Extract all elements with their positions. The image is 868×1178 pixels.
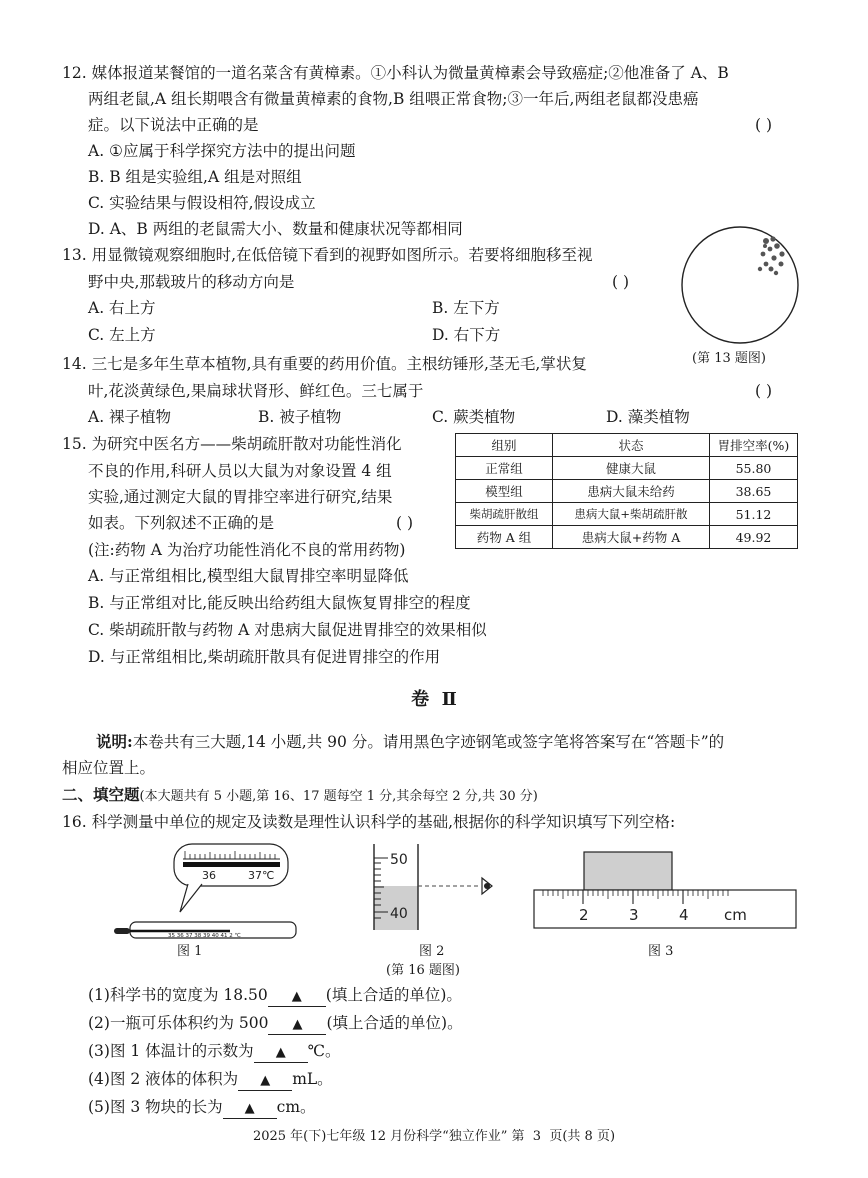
- q16-item-5-prefix: (5)图 3 物块的长为: [88, 1098, 223, 1116]
- q14-option-d: D. 藻类植物: [606, 408, 690, 426]
- table-cell: 柴胡疏肝散组: [456, 503, 553, 526]
- table-header-cell: 状态: [553, 434, 710, 457]
- q15-option-a: A. 与正常组相比,模型组大鼠胃排空率明显降低: [88, 567, 409, 585]
- fig1-thermometer: [110, 838, 300, 950]
- q16-item-2: [88, 1013, 463, 1035]
- fig3-ruler-block: [532, 848, 800, 932]
- q16-item-1: [88, 985, 462, 1007]
- q16-figure-caption: (第 16 题图): [386, 963, 460, 978]
- q13-answer-paren: ( ): [612, 273, 630, 291]
- q12-option-b: B. B 组是实验组,A 组是对照组: [88, 168, 302, 186]
- table-header-row: [456, 434, 798, 457]
- part-heading-label: 二、填空题: [62, 785, 140, 804]
- q15-option-c: C. 柴胡疏肝散与药物 A 对患病大鼠促进胃排空的效果相似: [88, 621, 487, 639]
- q16-item-3-suffix: ℃。: [307, 1042, 341, 1060]
- field-of-view-circle: [682, 227, 798, 343]
- page-footer: 2025 年(下)七年级 12 月份科学“独立作业” 第 3 页(共 8 页): [252, 1129, 616, 1144]
- q16-item-2-prefix: (2)一瓶可乐体积约为 500: [88, 1014, 269, 1032]
- q14-stem-line1: 14. 三七是多年生草本植物,具有重要的药用价值。主根纺锤形,茎无毛,掌状复: [62, 355, 587, 373]
- q15-option-b: B. 与正常组对比,能反映出给药组大鼠恢复胃排空的程度: [88, 594, 471, 612]
- table-cell: 38.65: [710, 480, 798, 503]
- section-note-label: 说明:: [96, 732, 133, 751]
- q13-option-b: B. 左下方: [432, 299, 500, 317]
- zoom-label-left: 36: [202, 869, 216, 882]
- thermometer-bulb: [114, 928, 130, 934]
- section-title: 卷 Ⅱ: [411, 689, 457, 710]
- table-cell: 患病大鼠未给药: [553, 480, 710, 503]
- q16-item-3-prefix: (3)图 1 体温计的示数为: [88, 1042, 254, 1060]
- answer-triangle-icon: ▲: [260, 1073, 271, 1088]
- q16-item-1-prefix: (1)科学书的宽度为 18.50: [88, 986, 268, 1004]
- answer-triangle-icon: ▲: [275, 1045, 286, 1060]
- answer-triangle-icon: ▲: [291, 989, 302, 1004]
- q15-stem-line1: 15. 为研究中医名方——柴胡疏肝散对功能性消化: [62, 435, 402, 453]
- ruler-unit-label: cm: [724, 906, 747, 924]
- q12-stem-line3: 症。以下说法中正确的是: [88, 116, 259, 134]
- table-row: [456, 503, 798, 526]
- q16-item-5: [88, 1097, 316, 1119]
- q12-option-a: A. ①应属于科学探究方法中的提出问题: [88, 142, 356, 160]
- q16-item-2-blank[interactable]: [268, 1014, 326, 1035]
- ruler-label-2: 2: [579, 906, 589, 924]
- q13-option-a: A. 右上方: [88, 299, 156, 317]
- eye-pupil: [484, 883, 490, 889]
- table-cell: 健康大鼠: [553, 457, 710, 480]
- table-row: [456, 480, 798, 503]
- q16-item-3: [88, 1041, 341, 1063]
- thermometer-scale-labels: 35 36 37 38 39 40 41 2 ℃: [168, 933, 241, 939]
- table-cell: 正常组: [456, 457, 553, 480]
- table-cell: 患病大鼠+药物 A: [553, 526, 710, 549]
- q15-note: (注:药物 A 为治疗功能性消化不良的常用药物): [88, 541, 406, 559]
- q16-stem: 16. 科学测量中单位的规定及读数是理性认识科学的基础,根据你的科学知识填写下列空格:: [62, 813, 676, 831]
- fig1-caption: 图 1: [177, 944, 203, 959]
- q16-item-1-blank[interactable]: [268, 986, 326, 1007]
- q16-item-4: [88, 1069, 333, 1091]
- table-cell: 51.12: [710, 503, 798, 526]
- fig2-graduated-cylinder: [362, 840, 502, 940]
- cylinder-label-bottom: 40: [390, 906, 408, 922]
- q15-answer-paren: ( ): [396, 514, 414, 532]
- answer-triangle-icon: ▲: [244, 1101, 255, 1116]
- zoom-mercury-column: [183, 862, 280, 867]
- q13-option-c: C. 左上方: [88, 326, 156, 344]
- ruler-label-3: 3: [629, 906, 639, 924]
- table-cell: 药物 A 组: [456, 526, 553, 549]
- q13-stem-line2: 野中央,那载玻片的移动方向是: [88, 273, 295, 291]
- q12-answer-paren: ( ): [755, 116, 773, 134]
- answer-triangle-icon: ▲: [292, 1017, 303, 1032]
- q14-option-a: A. 裸子植物: [88, 408, 172, 426]
- q13-figure-caption: (第 13 题图): [692, 351, 766, 366]
- q16-item-5-blank[interactable]: [223, 1098, 277, 1119]
- q13-option-d: D. 右下方: [432, 326, 501, 344]
- part-heading-detail: (本大题共有 5 小题,第 16、17 题每空 1 分,其余每空 2 分,共 30 分): [139, 789, 538, 804]
- section-note-text: 本卷共有三大题,14 小题,共 90 分。请用黑色字迹钢笔或签字笔将答案写在“答题卡”的: [132, 733, 725, 751]
- q15-stem-line4: 如表。下列叙述不正确的是: [88, 514, 275, 532]
- ruler-label-4: 4: [679, 906, 689, 924]
- q14-option-b: B. 被子植物: [258, 408, 342, 426]
- fig3-caption: 图 3: [648, 944, 674, 959]
- table-cell: 49.92: [710, 526, 798, 549]
- fig2-caption: 图 2: [419, 944, 445, 959]
- q14-answer-paren: ( ): [755, 382, 773, 400]
- section-note-line2: 相应位置上。: [62, 759, 156, 777]
- q12-option-d: D. A、B 两组的老鼠需大小、数量和健康状况等都相同: [88, 220, 463, 238]
- q16-item-3-blank[interactable]: [254, 1042, 308, 1063]
- q15-stem-line3: 实验,通过测定大鼠的胃排空率进行研究,结果: [88, 488, 393, 506]
- q12-option-c: C. 实验结果与假设相符,假设成立: [88, 194, 316, 212]
- table-cell: 55.80: [710, 457, 798, 480]
- q15-results-table: [455, 433, 798, 549]
- microscope-field-figure: [678, 224, 802, 348]
- q16-item-4-blank[interactable]: [238, 1070, 292, 1091]
- wooden-block: [584, 852, 672, 890]
- table-cell: 模型组: [456, 480, 553, 503]
- q14-option-c: C. 蕨类植物: [432, 408, 516, 426]
- table-header-cell: 组别: [456, 434, 553, 457]
- q16-item-1-suffix: (填上合适的单位)。: [325, 986, 462, 1004]
- part-heading: [62, 785, 538, 807]
- callout-pointer: [180, 884, 202, 912]
- section-note-line1: [96, 732, 724, 752]
- table-cell: 患病大鼠+柴胡疏肝散: [553, 503, 710, 526]
- q15-option-d: D. 与正常组相比,柴胡疏肝散具有促进胃排空的作用: [88, 648, 441, 666]
- q16-item-4-prefix: (4)图 2 液体的体积为: [88, 1070, 239, 1088]
- q16-item-2-suffix: (填上合适的单位)。: [326, 1014, 463, 1032]
- q14-stem-line2: 叶,花淡黄绿色,果扁球状肾形、鲜红色。三七属于: [88, 382, 424, 400]
- q12-stem-line1: 12. 媒体报道某餐馆的一道名菜含有黄樟素。①小科认为微量黄樟素会导致癌症;②他准备了 A、B: [62, 64, 729, 82]
- q15-stem-line2: 不良的作用,科研人员以大鼠为对象设置 4 组: [88, 462, 392, 480]
- q16-item-4-suffix: mL。: [292, 1070, 333, 1088]
- table-row: [456, 526, 798, 549]
- cells-cluster: [758, 236, 785, 275]
- q12-stem-line2: 两组老鼠,A 组长期喂含有微量黄樟素的食物,B 组喂正常食物;③一年后,两组老鼠都没患癌: [88, 90, 699, 108]
- table-row: [456, 457, 798, 480]
- zoom-label-right: 37℃: [248, 869, 275, 882]
- table-header-cell: 胃排空率(%): [710, 434, 798, 457]
- q13-stem-line1: 13. 用显微镜观察细胞时,在低倍镜下看到的视野如图所示。若要将细胞移至视: [62, 246, 593, 264]
- q16-item-5-suffix: cm。: [276, 1098, 316, 1116]
- cylinder-label-top: 50: [390, 852, 408, 868]
